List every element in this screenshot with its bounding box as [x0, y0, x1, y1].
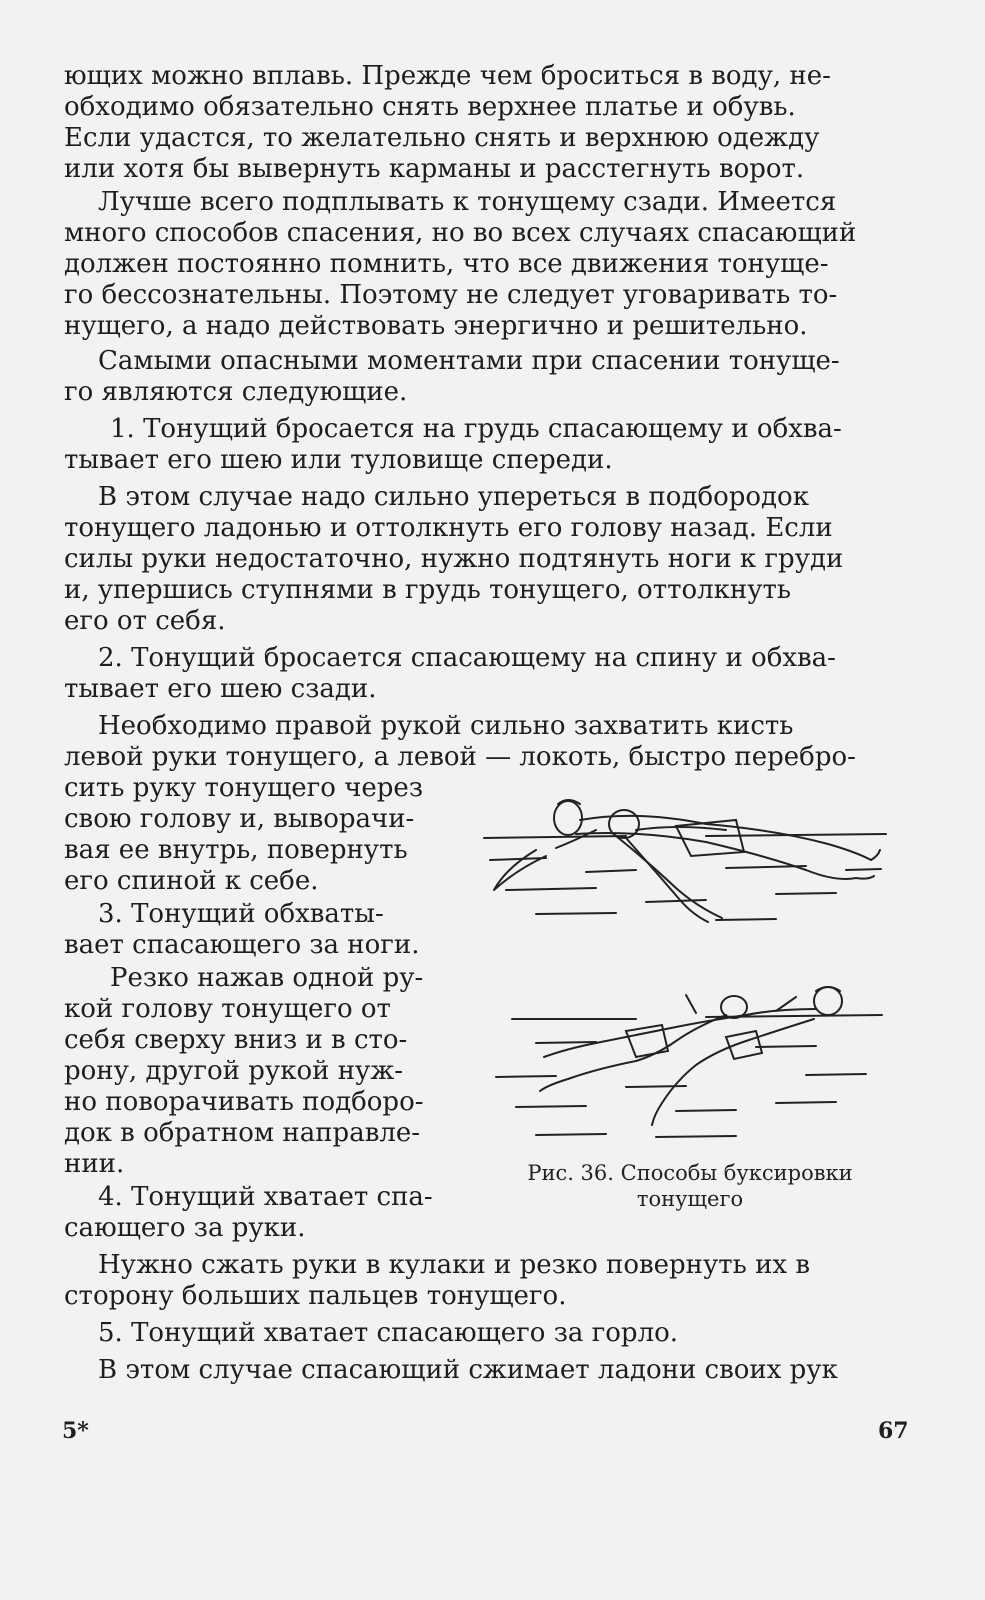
text-line: тывает его шею или туловище спереди. [64, 445, 613, 475]
towing-illustration-top [476, 790, 896, 940]
text-line: го являются следующие. [64, 377, 408, 407]
text-line: много способов спасения, но во всех случаях спасающий [64, 218, 857, 248]
text-line: тонущего ладонью и оттолкнуть его голову назад. Если [64, 513, 833, 543]
text-line: док в обратном направле- [64, 1118, 421, 1148]
towing-illustration-bottom [476, 985, 896, 1155]
text-line: 2. Тонущий бросается спасающему на спину и обхва- [98, 643, 836, 673]
text-line: ющих можно вплавь. Прежде чем броситься в воду, не- [64, 61, 831, 91]
figure-caption-continued: тонущего [636, 1187, 744, 1211]
text-line: и, упершись ступнями в грудь тонущего, оттолкнуть [64, 575, 792, 605]
text-line: кой голову тонущего от [64, 994, 391, 1024]
text-line: Необходимо правой рукой сильно захватить кисть [98, 711, 794, 741]
text-line: Лучше всего подплывать к тонущему сзади. Имеется [98, 187, 837, 217]
text-line: 5. Тонущий хватает спасающего за горло. [98, 1318, 678, 1348]
text-line: себя сверху вниз и в сто- [64, 1025, 408, 1055]
text-line: В этом случае надо сильно упереться в подбородок [98, 482, 809, 512]
text-line: вая ее внутрь, повернуть [64, 835, 408, 865]
text-line: Резко нажав одной ру- [110, 963, 424, 993]
text-line: силы руки недостаточно, нужно подтянуть ноги к груди [64, 544, 844, 574]
text-line: сить руку тонущего через [64, 773, 423, 803]
text-line: но поворачивать подборо- [64, 1087, 424, 1117]
text-line: обходимо обязательно снять верхнее платье и обувь. [64, 92, 796, 122]
text-line: должен постоянно помнить, что все движения тонуще- [64, 249, 829, 279]
text-line: 3. Тонущий обхваты- [98, 899, 384, 929]
text-line: или хотя бы вывернуть карманы и расстегнуть ворот. [64, 154, 805, 184]
text-line: 4. Тонущий хватает спа- [98, 1182, 433, 1212]
text-line: свою голову и, выворачи- [64, 804, 415, 834]
text-line: Самыми опасными моментами при спасении тонуще- [98, 346, 840, 376]
text-line: нии. [64, 1149, 125, 1179]
text-line: рону, другой рукой нуж- [64, 1056, 404, 1086]
text-line: нущего, а надо действовать энергично и решительно. [64, 311, 808, 341]
signature-mark: 5* [62, 1418, 89, 1444]
text-line: В этом случае спасающий сжимает ладони своих рук [98, 1355, 838, 1385]
text-line: 1. Тонущий бросается на грудь спасающему и обхва- [110, 414, 842, 444]
text-line: Нужно сжать руки в кулаки и резко повернуть их в [98, 1250, 810, 1280]
text-line: Если удастся, то желательно снять и верхнюю одежду [64, 123, 820, 153]
text-line: тывает его шею сзади. [64, 674, 377, 704]
text-line: сающего за руки. [64, 1213, 306, 1243]
page-number: 67 [878, 1418, 909, 1444]
text-line: его спиной к себе. [64, 866, 319, 896]
figure-caption: Рис. 36. Способы буксировки [527, 1161, 853, 1185]
text-line: левой руки тонущего, а левой — локоть, быстро перебро- [64, 742, 856, 772]
text-line: вает спасающего за ноги. [64, 930, 420, 960]
text-line: сторону больших пальцев тонущего. [64, 1281, 567, 1311]
text-line: его от себя. [64, 606, 226, 636]
text-line: го бессознательны. Поэтому не следует уговаривать то- [64, 280, 838, 310]
